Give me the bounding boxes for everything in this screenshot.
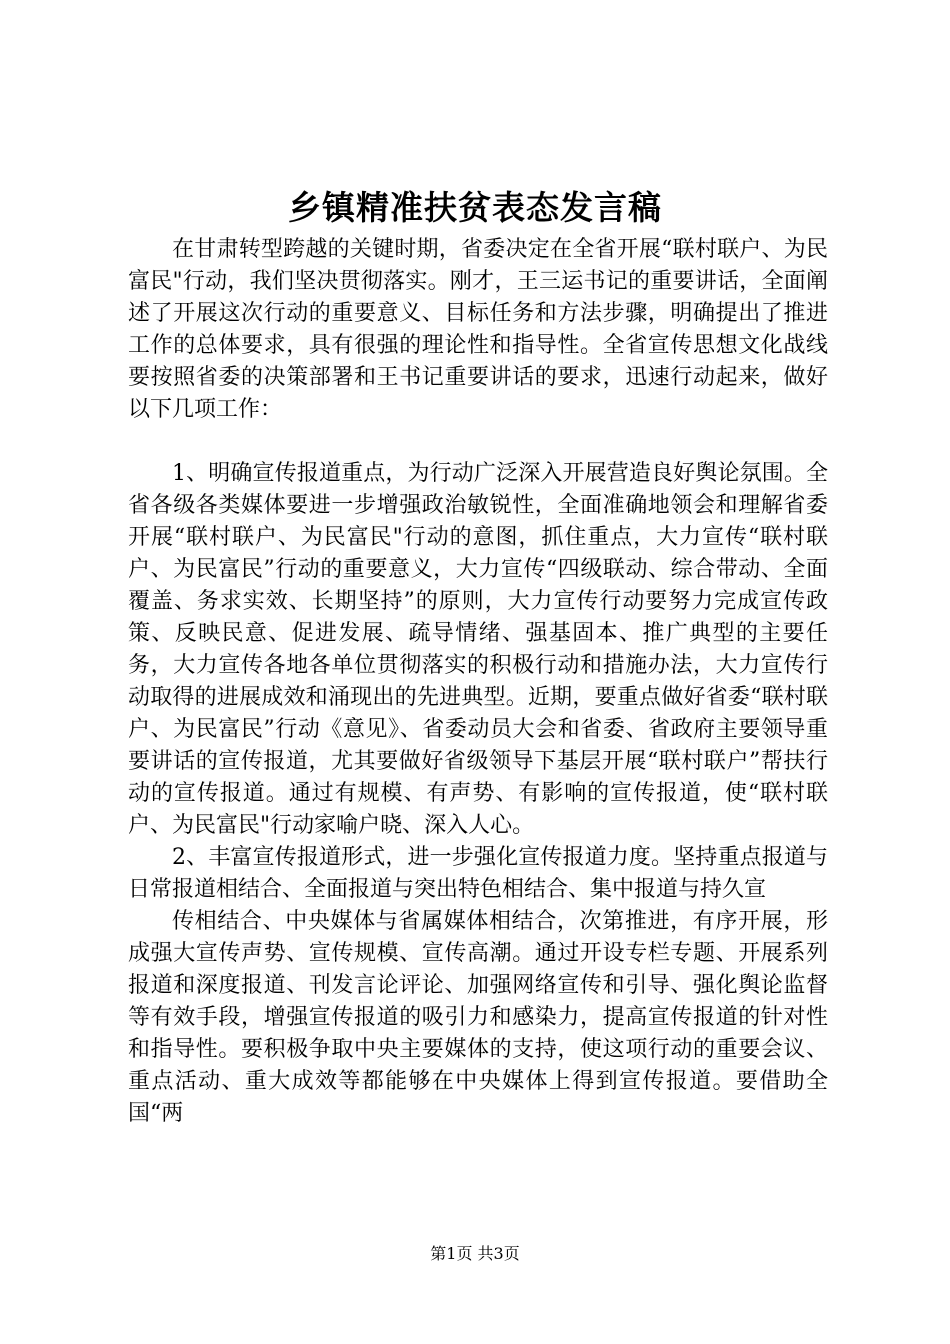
- paragraph-item-2: 2、丰富宣传报道形式，进一步强化宣传报道力度。坚持重点报道与日常报道相结合、全面报道与突出特色相结合、集中报道与持久宣: [128, 845, 828, 902]
- document-body: [128, 234, 828, 1130]
- paragraph-spacer: [128, 426, 828, 458]
- paragraph-intro: 在甘肃转型跨越的关键时期，省委决定在全省开展“联村联户、为民富民"行动，我们坚决贯彻落实。刚才，王三运书记的重要讲话，全面阐述了开展这次行动的重要意义、目标任务和方法步骤，明确提出了推进工作的总体要求，具有很强的理论性和指导性。全省宣传思想文化战线要按照省委的决策部署和王书记重要讲话的要求，迅速行动起来，做好以下几项工作：: [128, 237, 828, 422]
- document-title: 乡镇精准扶贫表态发言稿: [288, 188, 662, 227]
- paragraph-item-1: 1、明确宣传报道重点，为行动广泛深入开展营造良好舆论氛围。全省各级各类媒体要进一步增强政治敏锐性，全面准确地领会和理解省委开展“联村联户、为民富民"行动的意图，抓住重点，大力宣传“联村联户、为民富民”行动的重要意义，大力宣传“四级联动、综合带动、全面覆盖、务求实效、长期坚持”的原则，大力宣传行动要努力完成宣传政策、反映民意、促进发展、疏导情绪、强基固本、推广典型的主要任务，大力宣传各地各单位贯彻落实的积极行动和措施办法，大力宣传行动取得的进展成效和涌现出的先进典型。近期，要重点做好省委“联村联户、为民富民”行动《意见》、省委动员大会和省委、省政府主要领导重要讲话的宣传报道，尤其要做好省级领导下基层开展“联村联户”帮扶行动的宣传报道。通过有规模、有声势、有影响的宣传报道，使“联村联户、为民富民"行动家喻户晓、深入人心。: [128, 461, 828, 838]
- paragraph-item-2-continued: 传相结合、中央媒体与省属媒体相结合，次第推进，有序开展，形成强大宣传声势、宣传规模、宣传高潮。通过开设专栏专题、开展系列报道和深度报道、刊发言论评论、加强网络宣传和引导、强化舆论监督等有效手段，增强宣传报道的吸引力和感染力，提高宣传报道的针对性和指导性。要积极争取中央主要媒体的支持，使这项行动的重要会议、重点活动、重大成效等都能够在中央媒体上得到宣传报道。要借助全国“两: [128, 909, 828, 1126]
- page-footer: 第1页 共3页: [430, 1244, 520, 1263]
